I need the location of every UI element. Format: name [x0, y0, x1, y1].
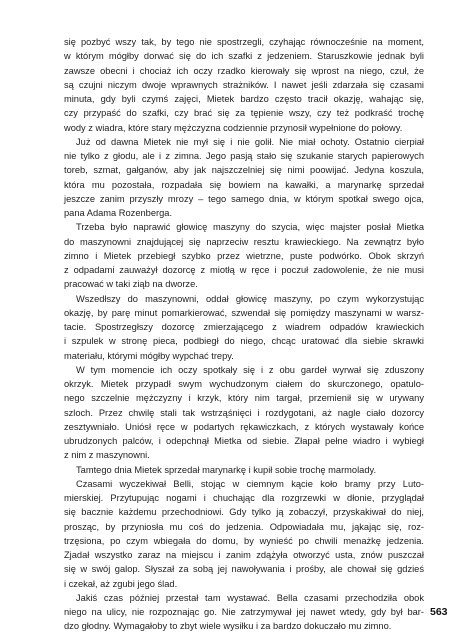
text-line: trzęsiona, po czym wbiegała do domu, by wynieść po chwili menażkę jedzenia. — [64, 535, 424, 546]
text-line: która mu pozostała, rozpadała się bowiem na kawałki, a marynarkę sprzedał — [64, 179, 424, 190]
text-line: zesztywniało. Uniósł ręce w podartych rękawiczkach, z których wystawały końce — [64, 421, 424, 432]
text-line: zawsze obecni i chociaż ich oczy rzadko kierowały się wprost na niego, czuł, że — [64, 65, 424, 76]
text-line: ubrudzonych palców, i odepchnął Mietka od siebie. Złapał pełne wiadro i wybiegł — [64, 436, 424, 446]
text-line: prosząc, by przyniosła mu coś do jedzenia. Odpowiadała mu, jąkając się, roz- — [64, 521, 424, 532]
text-line: z odpadami zauważył dozorcę z miotłą w ręce i poczuł zadowolenie, że nie musi — [64, 265, 424, 275]
text-line: Jakiś czas później przestał tam wystawać. Bella czasami przechodziła obok — [76, 592, 424, 603]
text-line: Czasami wyczekiwał Belli, stojąc w ciemnym kącie koło bramy przy Luto- — [76, 478, 424, 489]
text-line: Trzeba było naprawić głowicę maszyny do szycia, więc majster posłał Mietka — [76, 222, 424, 233]
text-line: mierskiej. Przytupując nogami i chuchając dla rozgrzewki w dłonie, przyglądał — [64, 493, 424, 503]
text-line: się w swój galop. Słyszał za sobą jej nawoływania i prośby, ale chował się gdzieś — [64, 564, 424, 575]
text-line: minuta, gdy byli czymś zajęci, Mietek bardzo często tracił okazję, wahając się, — [64, 94, 424, 104]
text-line: zimno i Mietek przebiegł szybko przez wietrzne, puste podwórko. Obok skrzyń — [64, 250, 424, 261]
text-line: okrzyk. Mietek przypadł swym wychudzonym ciałem do skurczonego, opatulo- — [64, 379, 424, 389]
text-line: pana Adama Rozenberga. — [64, 208, 173, 218]
text-line: Tamtego dnia Mietek sprzedał marynarkę i kupił sobie trochę marmolady. — [76, 464, 377, 475]
body-text — [64, 35, 424, 634]
page-number: 563 — [430, 606, 448, 618]
text-line: i czekał, aż zgubi jego ślad. — [64, 578, 178, 589]
text-line: są czujni niczym dwoje wprawnych strażników. I nawet jeśli zdarzała się czasami — [64, 79, 424, 90]
text-line: Wszedłszy do maszynowni, oddał głowicę maszyny, po czym wykorzystując — [76, 293, 424, 304]
text-line: toreb, szmat, gałganów, aby jak najszczelniej się nimi poowijać. Jedyna koszula, — [64, 165, 424, 176]
text-line: nie tylko z głodu, ale i z zimna. Jego pasją stało się szukanie starych papierowych — [64, 151, 424, 161]
text-line: wody z wiadra, które stary mężczyzna codziennie przynosił wypełnione do połowy. — [64, 122, 403, 133]
text-line: się pozbyć wszy tak, by tego nie spostrzegli, czyhając równocześnie na moment, — [64, 37, 424, 47]
text-line: z nim z maszynowni. — [64, 450, 150, 461]
text-line: niego na ulicy, nie rozpoznając go. Nie zatrzymywał jej nawet wtedy, gdy był bar- — [64, 607, 424, 617]
text-line: dzo głodny. Wymagałoby to zbyt wiele wysiłku i za bardzo dokuczało mu zimno. — [64, 621, 392, 632]
text-line: jeszcze zanim przyszły mrozy – tego samego dnia, w którym spotkał swego ojca, — [64, 193, 424, 204]
text-line: Już od dawna Mietek nie mył się i nie golił. Nie miał ochoty. Ostatnio cierpiał — [76, 136, 424, 147]
text-line: czy przypaść do szafki, czy brać się za tępienie wszy, czy też podkraść trochę — [64, 108, 424, 119]
text-line: W tym momencie ich oczy spotkały się i z obu gardeł wyrwał się zduszony — [76, 364, 424, 375]
text-line: okazję, by parę minut pomarkierować, szwendał się pomiędzy maszynami w warsz- — [64, 307, 424, 318]
text-line: tacie. Spostrzegłszy dozorcę zmierzającego z wiadrem odpadów krawieckich — [64, 322, 424, 332]
text-line: i szpulek w stronę pieca, podbiegł do niego, chcąc uratować dla siebie skrawki — [64, 336, 424, 347]
text-line: materiału, którymi mógłby wypchać trepy. — [64, 350, 234, 361]
text-line: do maszynowni znajdującej się naprzeciw resztu krawieckiego. Na zewnątrz było — [64, 236, 424, 247]
text-line: nego szczelnie mężczyzny i krzyk, który nim targał, przemienił się w urywany — [64, 393, 424, 404]
text-line: pracować w taki ziąb na dworze. — [64, 279, 198, 290]
text-line: szloch. Przez chwilę stali tak wstrząśnięci i rozdygotani, aż nagle ciało dozorcy — [64, 407, 424, 418]
text-line: w którym mógłby dorwać się do ich szafki z jedzeniem. Staruszkowie jednak byli — [64, 51, 424, 62]
text-line: Zjadał wszystko zaraz na miejscu i zanim zdążyła otworzyć usta, znów puszczał — [64, 550, 424, 560]
text-line: się bacznie każdemu przechodniowi. Gdy tylko ją zobaczył, przyskakiwał do niej, — [64, 507, 424, 518]
